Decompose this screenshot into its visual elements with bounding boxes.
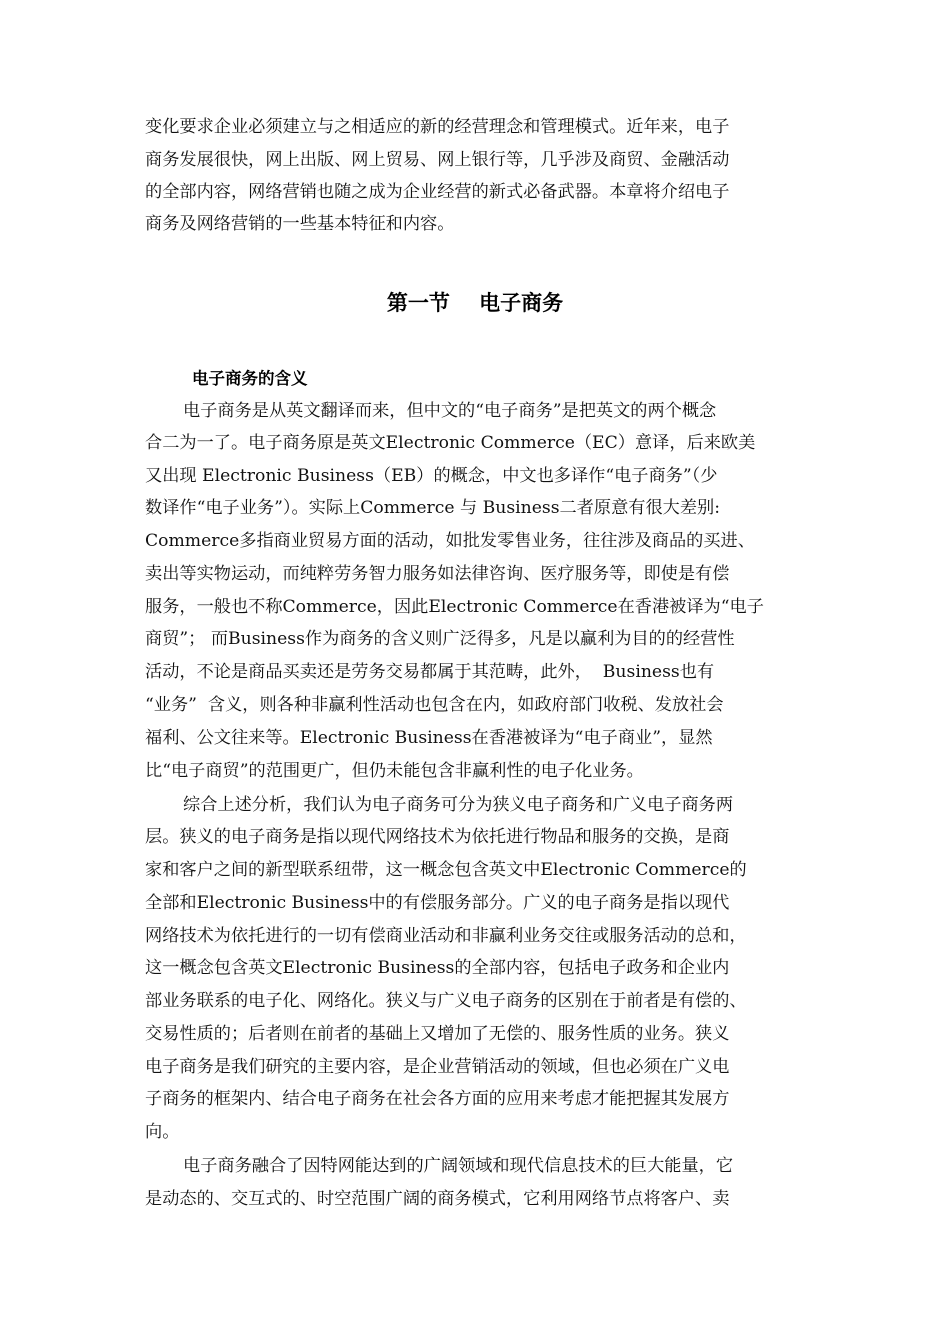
paragraph-line: 合二为一了。电子商务原是英文Electronic Commerce（EC）意译，后来欧美 <box>145 433 756 453</box>
paragraph-line: 服务，一般也不称Commerce，因此Electronic Commerce在香港被译为“电子 <box>145 597 764 617</box>
intro-line: 商务发展很快，网上出版、网上贸易、网上银行等，几乎涉及商贸、金融活动 <box>145 150 730 170</box>
paragraph-line: 活动，不论是商品买卖还是劳务交易都属于其范畴，此外， Business也有 <box>145 662 715 682</box>
paragraph-line: 向。 <box>145 1122 180 1142</box>
subsection-title: 电子商务的含义 <box>192 369 308 388</box>
paragraph-line: 这一概念包含英文Electronic Business的全部内容，包括电子政务和企业内 <box>145 958 730 978</box>
paragraph-line: Commerce多指商业贸易方面的活动，如批发零售业务，往往涉及商品的买进、 <box>145 531 755 551</box>
paragraph-line: 电子商务融合了因特网能达到的广阔领域和现代信息技术的巨大能量，它 <box>183 1156 734 1176</box>
paragraph-line: 商贸”； 而Business作为商务的含义则广泛得多，凡是以赢利为目的的经营性 <box>145 629 735 649</box>
paragraph-line: 网络技术为依托进行的一切有偿商业活动和非赢利业务交往或服务活动的总和， <box>145 926 747 946</box>
paragraph-line: 综合上述分析，我们认为电子商务可分为狭义电子商务和广义电子商务两 <box>183 795 734 815</box>
paragraph-line: 数译作“电子业务”）。实际上Commerce 与 Business二者原意有很大差别: <box>145 498 720 518</box>
paragraph-line: 层。狭义的电子商务是指以现代网络技术为依托进行物品和服务的交换，是商 <box>145 827 730 847</box>
intro-line: 的全部内容，网络营销也随之成为企业经营的新式必备武器。本章将介绍电子 <box>145 182 730 202</box>
paragraph-line: 电子商务是从英文翻译而来，但中文的“电子商务”是把英文的两个概念 <box>183 401 717 421</box>
paragraph-line: 又出现 Electronic Business（EB）的概念，中文也多译作“电子商务”（少 <box>145 466 718 486</box>
paragraph-line: 家和客户之间的新型联系纽带，这一概念包含英文中Electronic Commerce的 <box>145 860 747 880</box>
intro-line: 商务及网络营销的一些基本特征和内容。 <box>145 214 455 234</box>
paragraph-line: 卖出等实物运动，而纯粹劳务智力服务如法律咨询、医疗服务等，即使是有偿 <box>145 564 730 584</box>
intro-line: 变化要求企业必须建立与之相适应的新的经营理念和管理模式。近年来，电子 <box>145 117 730 137</box>
paragraph-line: 是动态的、交互式的、时空范围广阔的商务模式，它利用网络节点将客户、卖 <box>145 1189 730 1209</box>
paragraph-line: 全部和Electronic Business中的有偿服务部分。广义的电子商务是指以现代 <box>145 893 730 913</box>
paragraph-line: 福利、公文往来等。Electronic Business在香港被译为“电子商业”，显然 <box>145 728 713 748</box>
paragraph-line: 电子商务是我们研究的主要内容，是企业营销活动的领域，但也必须在广义电 <box>145 1057 730 1077</box>
paragraph-line: 比“电子商贸”的范围更广，但仍未能包含非赢利性的电子化业务。 <box>145 761 644 781</box>
section-title: 第一节 电子商务 <box>386 291 564 315</box>
paragraph-line: 子商务的框架内、结合电子商务在社会各方面的应用来考虑才能把握其发展方 <box>145 1089 730 1109</box>
paragraph-line: “业务” 含义，则各种非赢利性活动也包含在内，如政府部门收税、发放社会 <box>145 695 724 715</box>
paragraph-line: 部业务联系的电子化、网络化。狭义与广义电子商务的区别在于前者是有偿的、 <box>145 991 747 1011</box>
paragraph-line: 交易性质的；后者则在前者的基础上又增加了无偿的、服务性质的业务。狭义 <box>145 1024 730 1044</box>
